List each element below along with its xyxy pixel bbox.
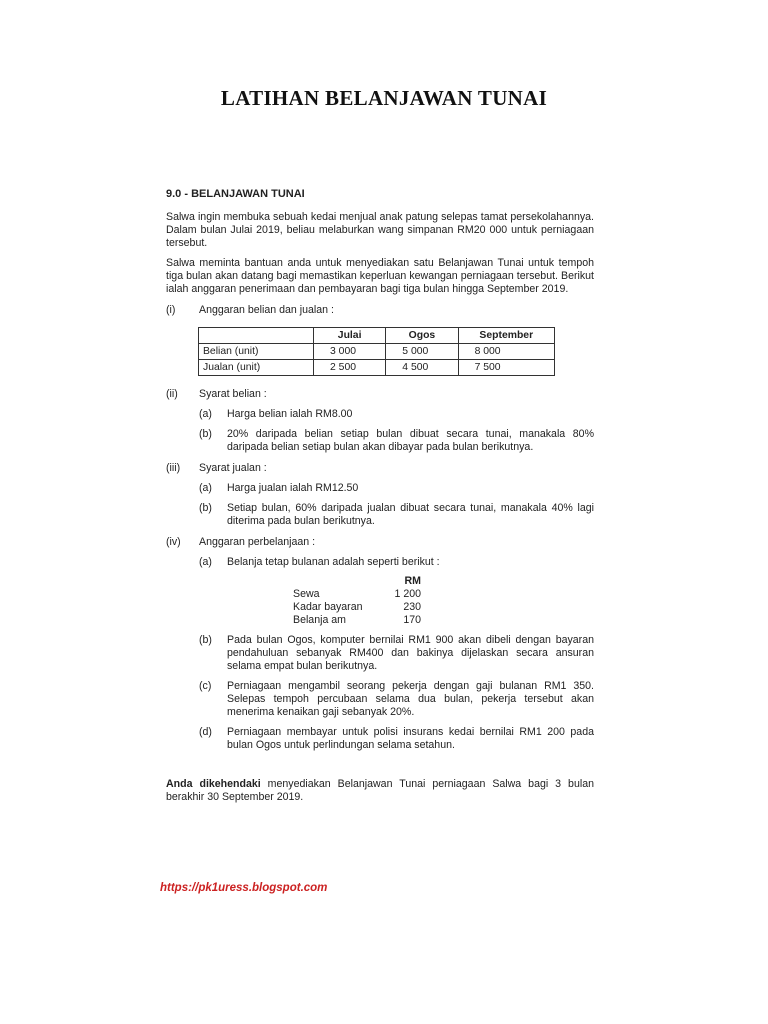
table-cell: 2 500 — [314, 360, 386, 376]
task-instruction-text: menyediakan Belanjawan Tunai perniagaan Salwa bagi 3 bulan berakhir 30 September 2019. — [166, 778, 594, 803]
cost-row — [293, 588, 421, 601]
sub-item-text: Belanja tetap bulanan adalah seperti berikut : — [227, 556, 440, 568]
table-cell: 4 500 — [386, 360, 458, 376]
item-label: Syarat jualan : — [199, 462, 267, 474]
item-number: (i) — [166, 304, 176, 316]
sub-item-text: Harga jualan ialah RM12.50 — [227, 482, 359, 494]
sub-item-number: (b) — [199, 634, 212, 646]
task-instruction-bold: Anda dikehendaki — [166, 778, 261, 790]
sub-item — [199, 634, 594, 673]
item-ii — [166, 388, 594, 454]
sub-item-text: Setiap bulan, 60% daripada jualan dibuat secara tunai, manakala 40% lagi diterima pada bulan berikutnya. — [227, 502, 594, 527]
table-cell: Belian (unit) — [199, 344, 314, 360]
fixed-costs-list — [293, 575, 421, 627]
sub-item — [199, 482, 594, 495]
sub-item-number: (a) — [199, 408, 212, 420]
blog-link[interactable]: https://pk1uress.blogspot.com — [160, 882, 328, 894]
sales-purchase-table — [198, 327, 555, 376]
task-instruction — [166, 778, 594, 804]
sub-item — [199, 428, 594, 454]
exercise-document — [166, 188, 594, 815]
item-number: (ii) — [166, 388, 178, 400]
sub-item-number: (d) — [199, 726, 212, 738]
item-label: Syarat belian : — [199, 388, 267, 400]
cost-name: Sewa — [293, 588, 320, 600]
item-label: Anggaran perbelanjaan : — [199, 536, 316, 548]
sub-item-text: Perniagaan mengambil seorang pekerja dengan gaji bulanan RM1 350. Selepas tempoh percubaan selama dua bulan, pekerja tersebut akan menerima kenaikan gaji sebanyak 20%. — [227, 680, 594, 718]
table-row — [199, 344, 555, 360]
sub-item — [199, 502, 594, 528]
item-iv — [166, 536, 594, 752]
item-label: Anggaran belian dan jualan : — [199, 304, 334, 316]
table-cell: 7 500 — [458, 360, 554, 376]
sub-item-text: Perniagaan membayar untuk polisi insurans kedai bernilai RM1 200 pada bulan Ogos untuk perlindungan selama setahun. — [227, 726, 594, 751]
costs-header: RM — [404, 575, 421, 587]
cost-name: Belanja am — [293, 614, 346, 626]
sub-item-number: (a) — [199, 556, 212, 568]
sub-item — [199, 726, 594, 752]
item-i — [166, 304, 594, 317]
intro-paragraph-1: Salwa ingin membuka sebuah kedai menjual anak patung selepas tamat persekolahannya. Dalam bulan Julai 2019, beliau melaburkan wang simpanan RM20 000 untuk perniagaan tersebut. — [166, 211, 594, 249]
table-row — [199, 360, 555, 376]
sub-item-number: (a) — [199, 482, 212, 494]
sub-item — [199, 680, 594, 719]
table-cell: Jualan (unit) — [199, 360, 314, 376]
item-number: (iv) — [166, 536, 181, 548]
table-header-cell: Ogos — [386, 328, 458, 344]
intro-paragraph-2: Salwa meminta bantuan anda untuk menyediakan satu Belanjawan Tunai untuk tempoh tiga bulan akan datang bagi memastikan keperluan kewangan perniagaan tersebut. Berikut ialah anggaran penerimaan dan pembayaran bagi tiga bulan hingga September 2019. — [166, 257, 594, 295]
cost-amount: 170 — [403, 614, 421, 626]
item-iii — [166, 462, 594, 528]
sub-item-number: (b) — [199, 428, 212, 440]
page-title: LATIHAN BELANJAWAN TUNAI — [220, 86, 548, 110]
sub-item-text: Harga belian ialah RM8.00 — [227, 408, 353, 420]
cost-row — [293, 601, 421, 614]
sub-item-text: Pada bulan Ogos, komputer bernilai RM1 900 akan dibeli dengan bayaran pendahuluan sebanyak RM400 dan bakinya dijelaskan secara ansuran selama empat bulan berikutnya. — [227, 634, 594, 672]
cost-name: Kadar bayaran — [293, 601, 363, 613]
table-cell: 3 000 — [314, 344, 386, 360]
table-header-cell: Julai — [314, 328, 386, 344]
cost-row — [293, 614, 421, 627]
sub-item-number: (b) — [199, 502, 212, 514]
section-heading: 9.0 - BELANJAWAN TUNAI — [166, 188, 305, 200]
cost-amount: 1 200 — [394, 588, 421, 600]
table-header-cell: September — [458, 328, 554, 344]
sub-item-text: 20% daripada belian setiap bulan dibuat secara tunai, manakala 80% daripada belian setiap bulan akan dibayar pada bulan berikutnya. — [227, 428, 594, 453]
table-cell: 5 000 — [386, 344, 458, 360]
item-number: (iii) — [166, 462, 181, 474]
sub-item — [199, 408, 594, 421]
table-header-row — [199, 328, 555, 344]
cost-amount: 230 — [403, 601, 421, 613]
sub-item-number: (c) — [199, 680, 212, 692]
sub-item — [199, 556, 594, 569]
table-cell: 8 000 — [458, 344, 554, 360]
table-header-cell — [199, 328, 314, 344]
